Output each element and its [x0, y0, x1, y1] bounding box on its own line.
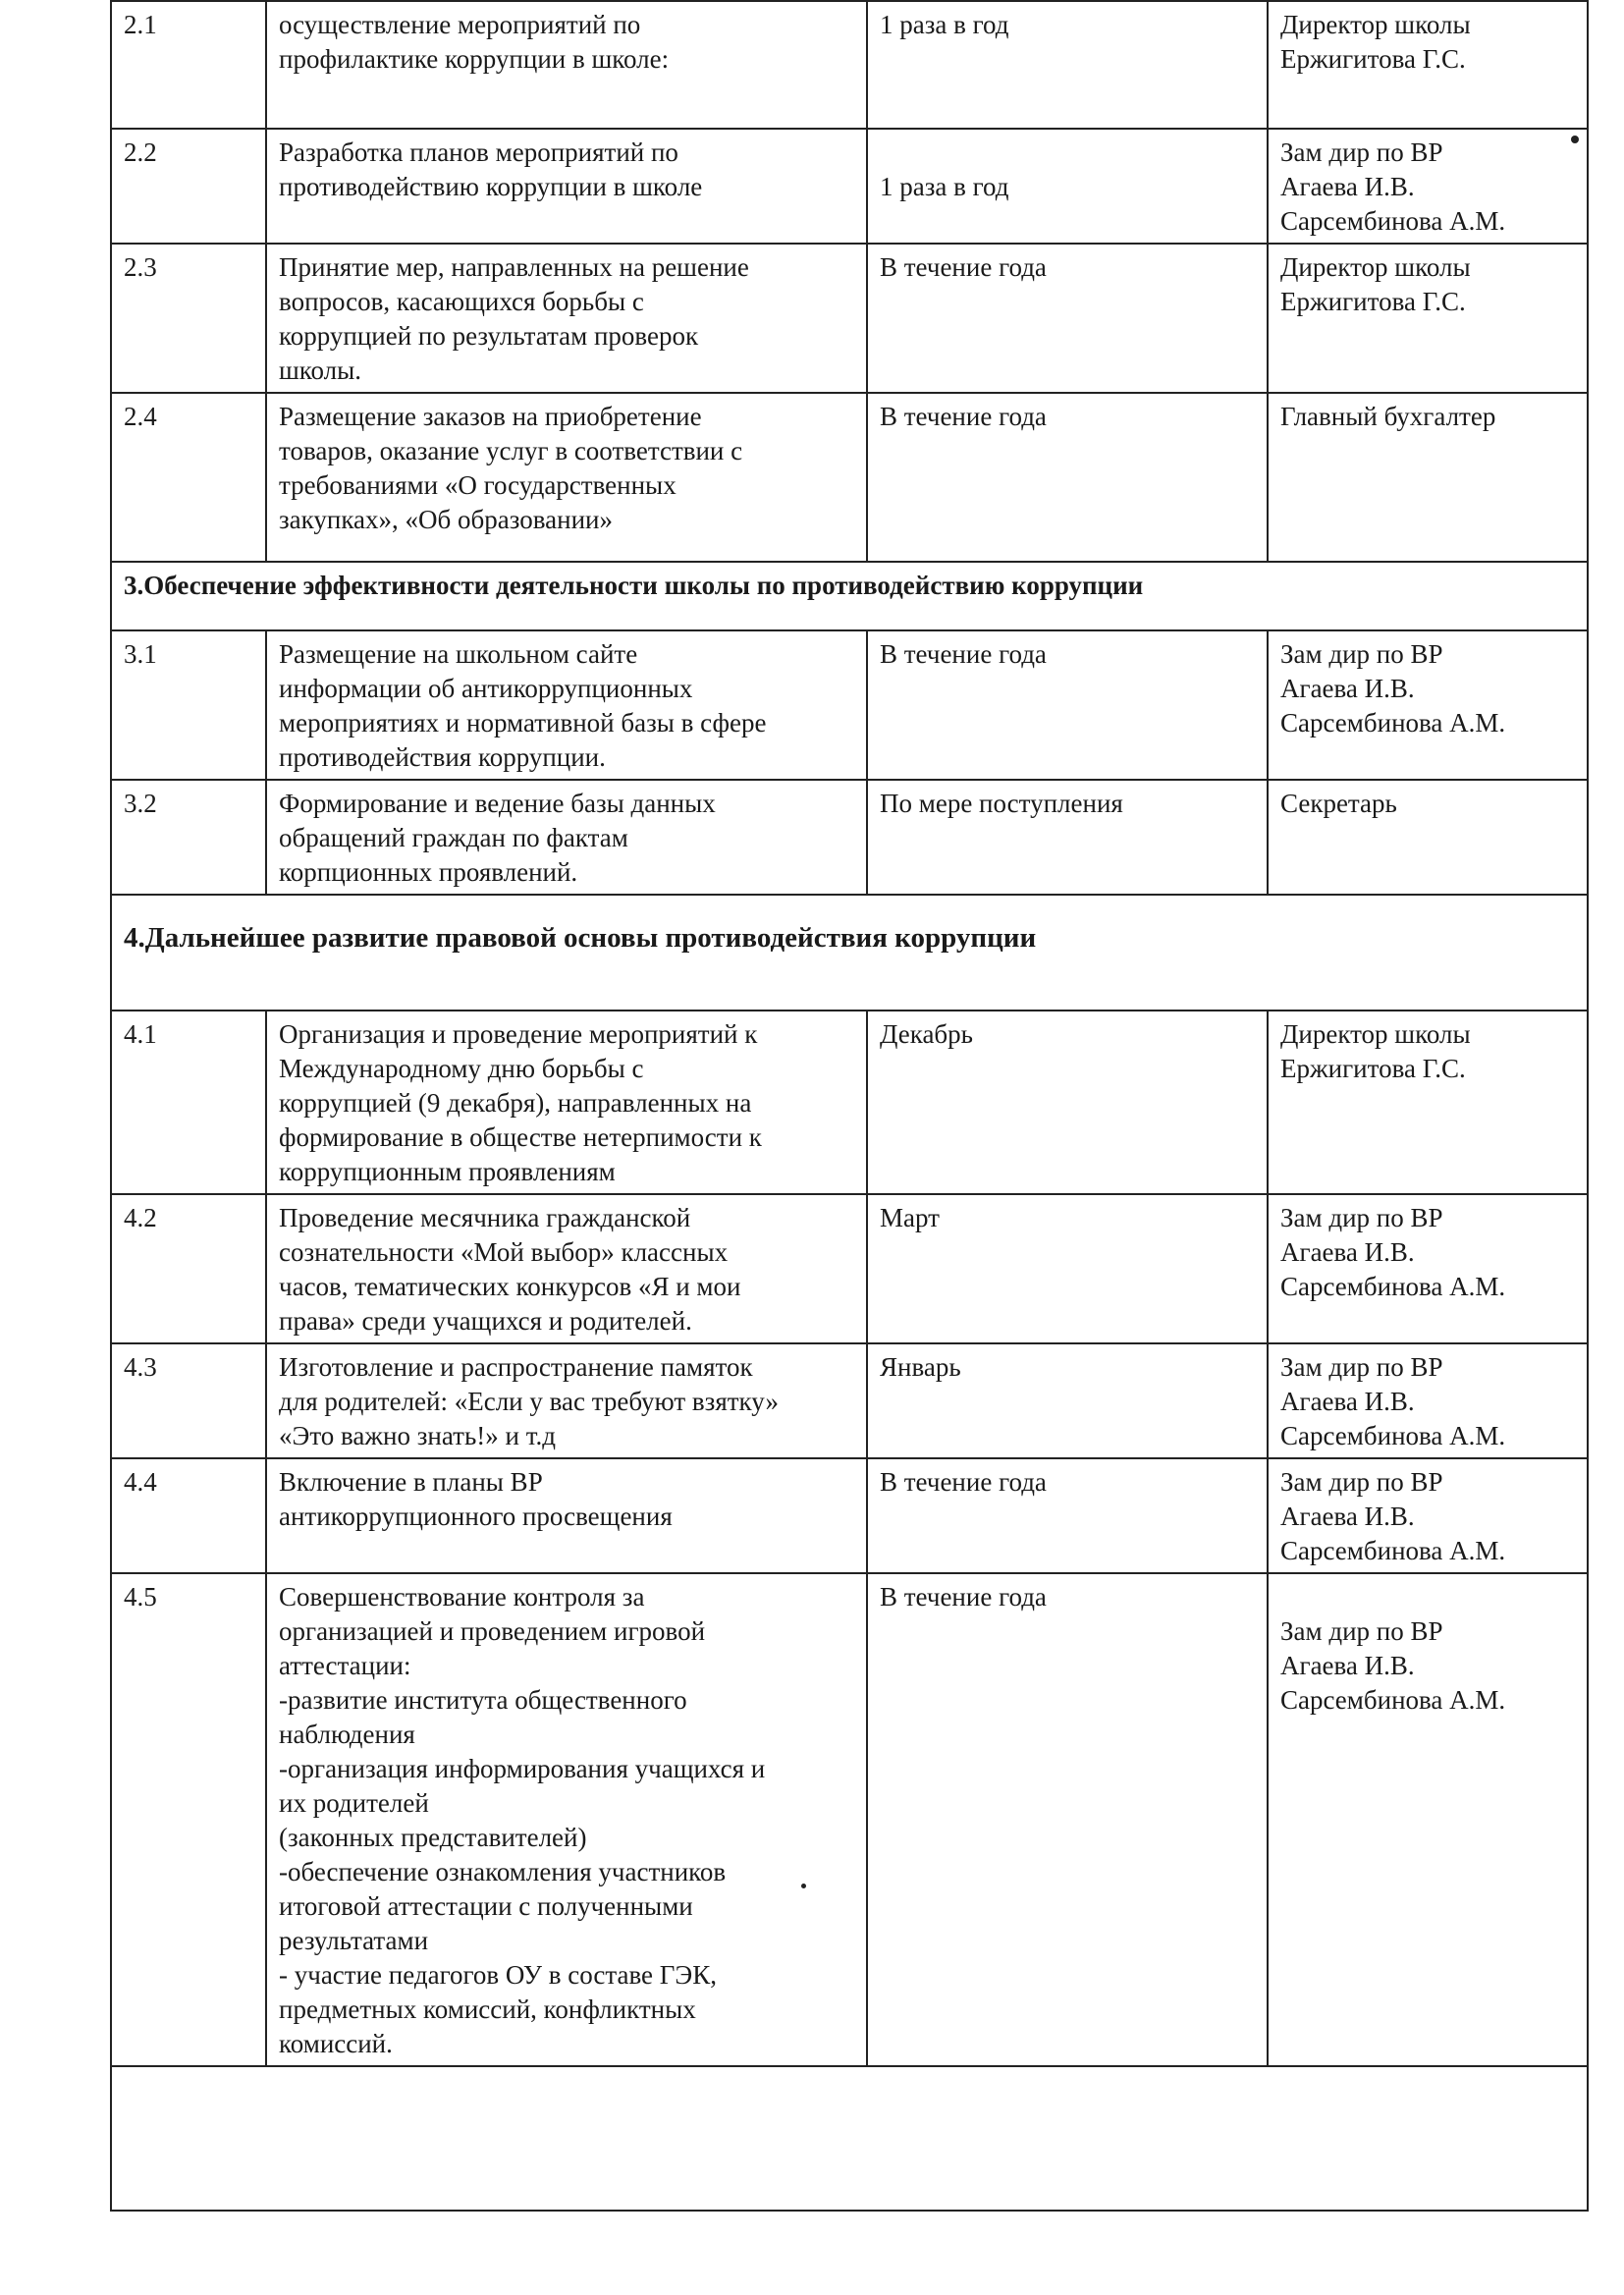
responsible-cell: Зам дир по ВР Агаева И.В. Сарсембинова А.М. [1268, 1458, 1588, 1573]
table-row [111, 630, 1588, 780]
action-cell: Изготовление и распространение памяток для родителей: «Если у вас требуют взятку» «Это важно знать!» и т.д [266, 1343, 867, 1458]
action-cell: Разработка планов мероприятий по противодействию коррупции в школе [266, 129, 867, 244]
action-cell: Включение в планы ВР антикоррупционного просвещения [266, 1458, 867, 1573]
term-cell: В течение года [867, 1458, 1268, 1573]
row-number: 4.2 [111, 1194, 266, 1343]
term-cell: 1 раза в год [867, 1, 1268, 129]
action-cell: Совершенствование контроля за организацией и проведением игровой аттестации: -развитие института общественного наблюдения -организация информирования учащихся и их родителей (законных представителей) -обеспечение ознакомления участников итоговой аттестации с полученными результатами - участие педагогов ОУ в составе ГЭК, предметных комиссий, конфликтных комиссий. [266, 1573, 867, 2066]
table-row [111, 244, 1588, 393]
table-row [111, 1194, 1588, 1343]
action-cell: Формирование и ведение базы данных обращений граждан по фактам корпционных проявлений. [266, 780, 867, 895]
table-row [111, 129, 1588, 244]
responsible-cell: Зам дир по ВР Агаева И.В. Сарсембинова А.М. [1268, 1573, 1588, 2066]
term-cell: В течение года [867, 244, 1268, 393]
empty-cell [111, 2066, 1588, 2211]
responsible-cell: Секретарь [1268, 780, 1588, 895]
section-4-title: 4.Дальнейшее развитие правовой основы противодействия коррупции [111, 895, 1588, 1011]
term-cell: По мере поступления [867, 780, 1268, 895]
term-cell: В течение года [867, 630, 1268, 780]
table-row [111, 1458, 1588, 1573]
row-number: 3.2 [111, 780, 266, 895]
action-cell: Размещение на школьном сайте информации об антикоррупционных мероприятиях и нормативной базы в сфере противодействия коррупции. [266, 630, 867, 780]
row-number: 4.5 [111, 1573, 266, 2066]
action-cell: Проведение месячника гражданской сознательности «Мой выбор» классных часов, тематических конкурсов «Я и мои права» среди учащихся и родителей. [266, 1194, 867, 1343]
row-number: 4.3 [111, 1343, 266, 1458]
term-cell: 1 раза в год [867, 129, 1268, 244]
row-number: 2.1 [111, 1, 266, 129]
term-cell: В течение года [867, 393, 1268, 562]
term-cell: Январь [867, 1343, 1268, 1458]
table-row [111, 1343, 1588, 1458]
scan-speck [801, 1884, 806, 1888]
section-header-row [111, 895, 1588, 1011]
responsible-cell: Главный бухгалтер [1268, 393, 1588, 562]
responsible-cell: Зам дир по ВР Агаева И.В. Сарсембинова А.М. [1268, 1194, 1588, 1343]
row-number: 2.3 [111, 244, 266, 393]
action-cell: Принятие мер, направленных на решение вопросов, касающихся борьбы с коррупцией по результатам проверок школы. [266, 244, 867, 393]
row-number: 4.4 [111, 1458, 266, 1573]
section-3-title: 3.Обеспечение эффективности деятельности школы по противодействию коррупции [111, 562, 1588, 630]
row-number: 2.4 [111, 393, 266, 562]
table-row [111, 780, 1588, 895]
term-cell: Декабрь [867, 1011, 1268, 1194]
action-cell: Организация и проведение мероприятий к Международному дню борьбы с коррупцией (9 декабря), направленных на формирование в обществе нетерпимости к коррупционным проявлениям [266, 1011, 867, 1194]
term-cell: В течение года [867, 1573, 1268, 2066]
responsible-cell: Зам дир по ВР Агаева И.В. Сарсембинова А.М. [1268, 129, 1588, 244]
action-cell: Размещение заказов на приобретение товаров, оказание услуг в соответствии с требованиями «О государственных закупках», «Об образовании» [266, 393, 867, 562]
responsible-cell: Зам дир по ВР Агаева И.В. Сарсембинова А.М. [1268, 630, 1588, 780]
table-row [111, 1573, 1588, 2066]
term-cell: Март [867, 1194, 1268, 1343]
responsible-cell: Директор школы Ержигитова Г.С. [1268, 1, 1588, 129]
row-number: 4.1 [111, 1011, 266, 1194]
table-row [111, 393, 1588, 562]
row-number: 3.1 [111, 630, 266, 780]
table-row [111, 1011, 1588, 1194]
row-number: 2.2 [111, 129, 266, 244]
scan-speck [1571, 136, 1579, 143]
responsible-cell: Зам дир по ВР Агаева И.В. Сарсембинова А.М. [1268, 1343, 1588, 1458]
empty-table-row [111, 2066, 1588, 2211]
responsible-cell: Директор школы Ержигитова Г.С. [1268, 1011, 1588, 1194]
anticorruption-plan-table [110, 0, 1589, 2212]
responsible-cell: Директор школы Ержигитова Г.С. [1268, 244, 1588, 393]
table-row [111, 1, 1588, 129]
section-header-row [111, 562, 1588, 630]
action-cell: осуществление мероприятий по профилактике коррупции в школе: [266, 1, 867, 129]
